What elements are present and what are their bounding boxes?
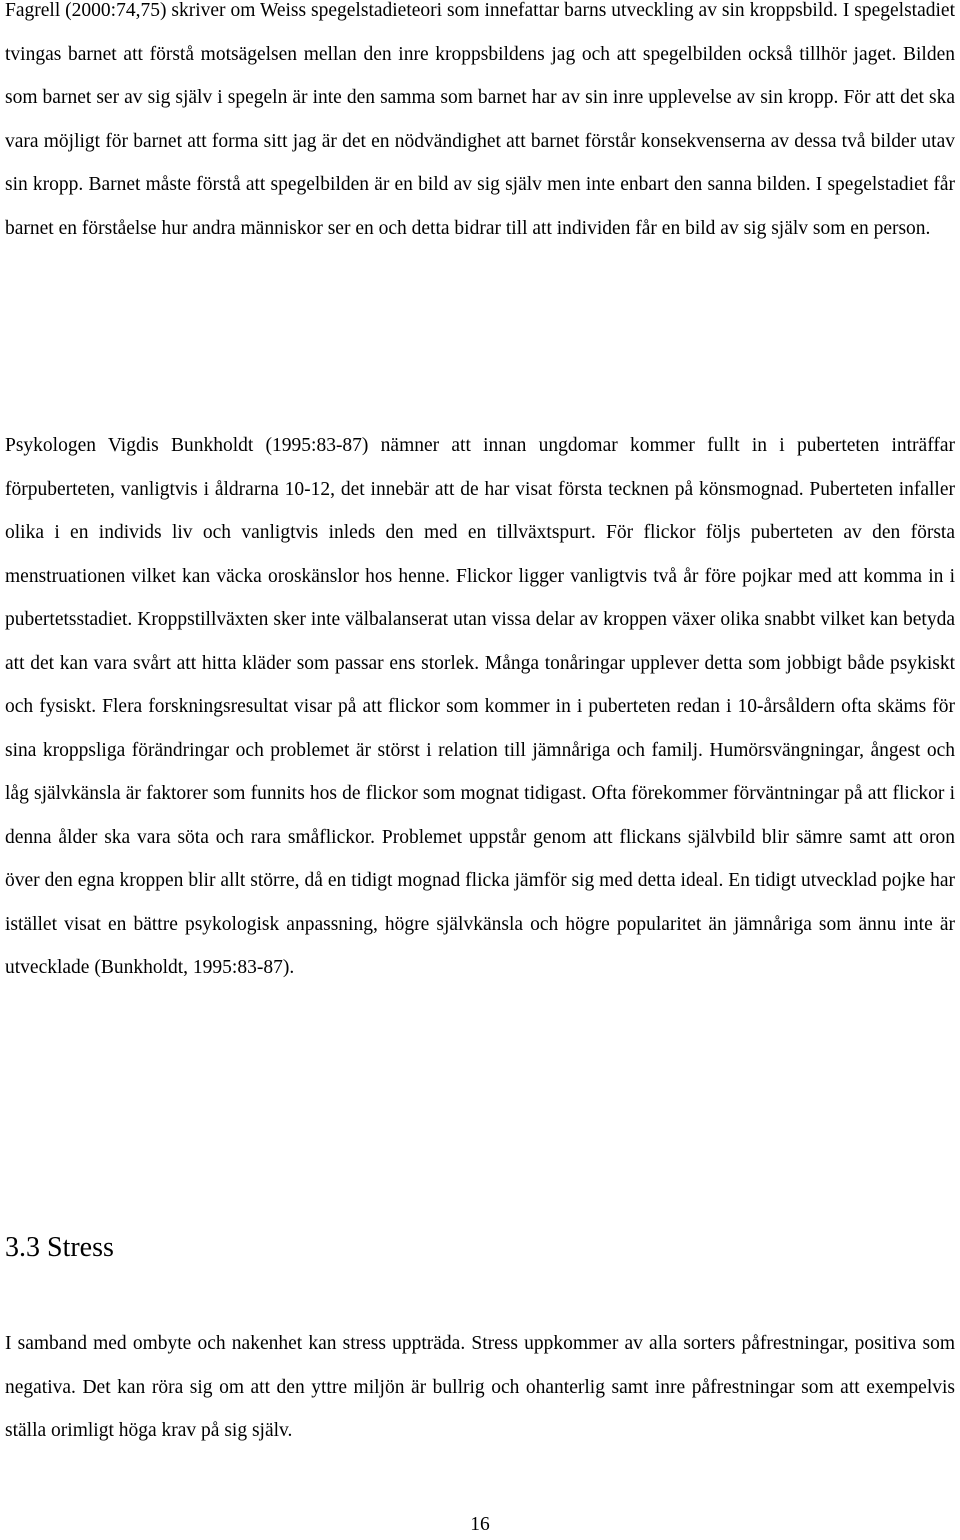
- paragraph-spegelstadiet: Fagrell (2000:74,75) skriver om Weiss spegelstadieteori som innefattar barns utveckling av sin kroppsbild. I spegelstadiet tvingas barnet att förstå motsägelsen mellan den inre kroppsbildens jag och att spegelbilden också tillhör jaget. Bilden som barnet ser av sig själv i spegeln är inte den samma som barnet har av sin inre upplevelse av sin kropp. För att det ska vara möjligt för barnet att forma sitt jag är det en nödvändighet att barnet förstår konsekvenserna av dessa två bilder utav sin kropp. Barnet måste förstå att spegelbilden är en bild av sig själv men inte enbart den sanna bilden. I spegelstadiet får barnet en förståelse hur andra människor ser en och detta bidrar till att individen får en bild av sig själv som en person.: [5, 0, 955, 239]
- paragraph-stress: I samband med ombyte och nakenhet kan stress uppträda. Stress uppkommer av alla sorters påfrestningar, positiva som negativa. Det kan röra sig om att den yttre miljön är bullrig och ohanterlig samt inre påfrestningar som att exempelvis ställa orimligt höga krav på sig själv.: [5, 1333, 955, 1441]
- page-number: 16: [470, 1514, 490, 1535]
- section-heading: 3.3 Stress: [5, 1232, 114, 1263]
- paragraph-puberteten: Psykologen Vigdis Bunkholdt (1995:83-87) nämner att innan ungdomar kommer fullt in i puberteten inträffar förpuberteten, vanligtvis i åldrarna 10-12, det innebär att de har visat första tecknen på könsmognad. Puberteten infaller olika i en individs liv och vanligtvis inleds den med en tillväxtspurt. För flickor följs puberteten av den första menstruationen vilket kan väcka oroskänslor hos henne. Flickor ligger vanligtvis två år före pojkar med att komma in i pubertetsstadiet. Kroppstillväxten sker inte välbalanserat utan vissa delar av kroppen växer olika snabbt vilket kan betyda att det kan vara svårt att hitta kläder som passar ens storlek. Många tonåringar upplever detta som jobbigt både psykiskt och fysiskt. Flera forskningsresultat visar på att flickor som kommer in i puberteten redan i 10-årsåldern ofta skäms för sina kroppsliga förändringar och problemet är störst i relation till jämnåriga och familj. Humörsvängningar, ångest och låg självkänsla är faktorer som funnits hos de flickor som mognat tidigast. Ofta förekommer förväntningar på att flickor i denna ålder ska vara söta och rara småflickor. Problemet uppstår genom att flickans självbild blir sämre samt att oron över den egna kroppen blir allt större, då en tidigt mognad flicka jämför sig med detta ideal. En tidigt utvecklad pojke har istället visat en bättre psykologisk anpassning, högre självkänsla och högre popularitet än jämnåriga som ännu inte är utvecklade (Bunkholdt, 1995:83-87).: [5, 435, 955, 978]
